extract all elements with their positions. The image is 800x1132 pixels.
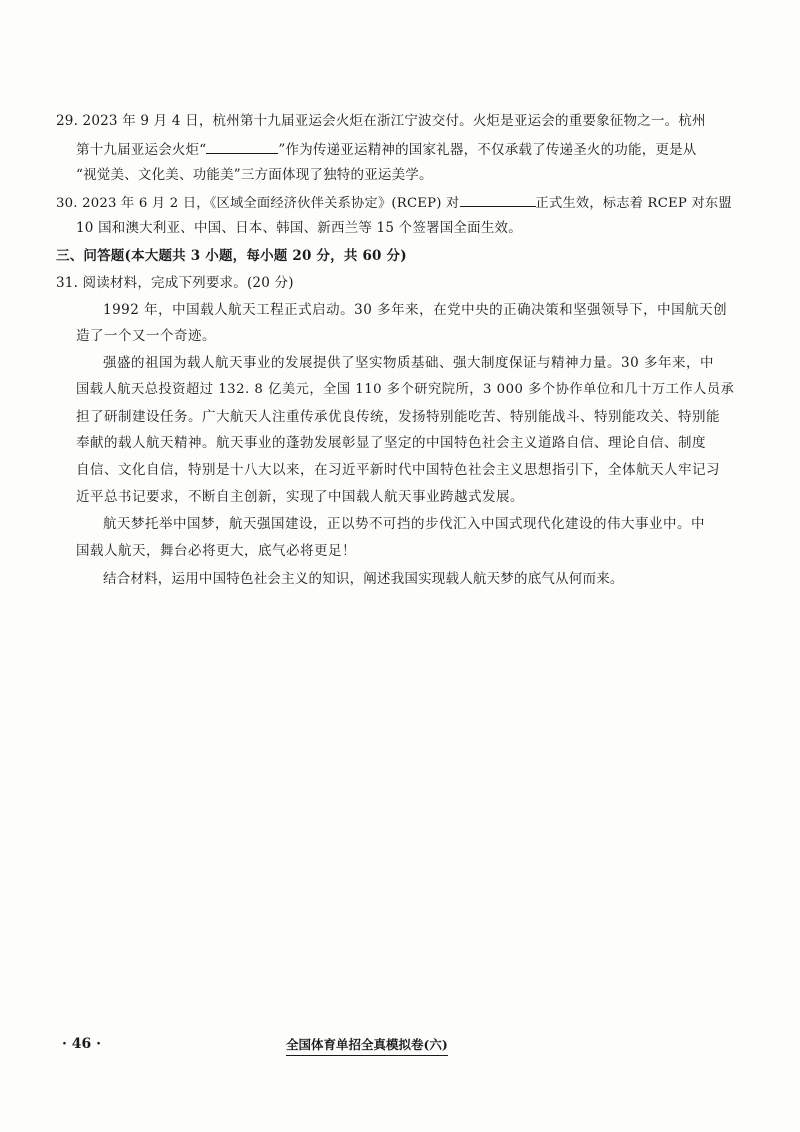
q31-para-2-line-2: 国载人航天总投资超过 132. 8 亿美元，全国 110 多个研究院所，3 000 多个协作单位和几十万工作人员承 [76,382,735,397]
q31-para-1-line-1: 1992 年，中国载人航天工程正式启动。30 多年来，在党中央的正确决策和坚强领导下，中国航天创 [103,302,728,318]
q31-prompt: 31. 阅读材料，完成下列要求。(20 分) [56,275,294,291]
q31-para-2-line-3: 担了研制建设任务。广大航天人注重传承优良传统，发扬特别能吃苦、特别能战斗、特别能攻关、特别能 [76,409,720,425]
page-number: · 46 · [62,1036,101,1052]
q31-para-2-line-5: 自信、文化自信，特别是十八大以来，在习近平新时代中国特色社会主义思想指引下，全体航天人牢记习 [76,462,720,478]
q30-line-2: 10 国和澳大利亚、中国、日本、韩国、新西兰等 15 个签署国全面生效。 [76,220,522,236]
q31-para-2-line-6: 近平总书记要求，不断自主创新，实现了中国载人航天事业跨越式发展。 [76,489,524,505]
q31-para-2-line-4: 奉献的载人航天精神。航天事业的蓬勃发展彰显了坚定的中国特色社会主义道路自信、理论自信、制度 [76,435,706,451]
q30-answer-blank [460,193,536,207]
q31-para-1-line-2: 造了一个又一个奇迹。 [76,328,216,344]
q29-line-2-post: ”作为传递亚运精神的国家礼器，不仅承载了传递圣火的功能，更是从 [278,142,697,158]
q29-line-2-pre: 第十九届亚运会火炬“ [76,142,207,158]
q29-answer-blank [206,140,278,154]
section-3-heading: 三、问答题(本大题共 3 小题，每小题 20 分，共 60 分) [56,248,407,264]
q29-line-1: 29. 2023 年 9 月 4 日，杭州第十九届亚运会火炬在浙江宁波交付。火炬是亚运会的重要象征物之一。杭州 [56,113,706,129]
q31-para-3-line-1: 航天梦托举中国梦，航天强国建设，正以势不可挡的步伐汇入中国式现代化建设的伟大事业中。中 [103,516,705,532]
q29-line-3: “视觉美、文化美、功能美”三方面体现了独特的亚运美学。 [76,167,433,183]
q31-task: 结合材料，运用中国特色社会主义的知识，阐述我国实现载人航天梦的底气从何而来。 [103,571,624,587]
q30-line-1 [56,193,732,213]
q31-para-3-line-2: 国载人航天，舞台必将更大，底气必将更足！ [76,543,356,559]
q31-para-2-line-1: 强盛的祖国为载人航天事业的发展提供了坚实物质基础、强大制度保证与精神力量。30 多年来，中 [103,355,714,371]
book-title: 全国体育单招全真模拟卷(六) [286,1035,448,1056]
q29-line-2 [76,140,697,159]
q30-line-1-post: 正式生效，标志着 RCEP 对东盟 [535,196,732,211]
q30-line-1-pre: 30. 2023 年 6 月 2 日，《区域全面经济伙伴关系协定》(RCEP) 对 [56,196,460,211]
